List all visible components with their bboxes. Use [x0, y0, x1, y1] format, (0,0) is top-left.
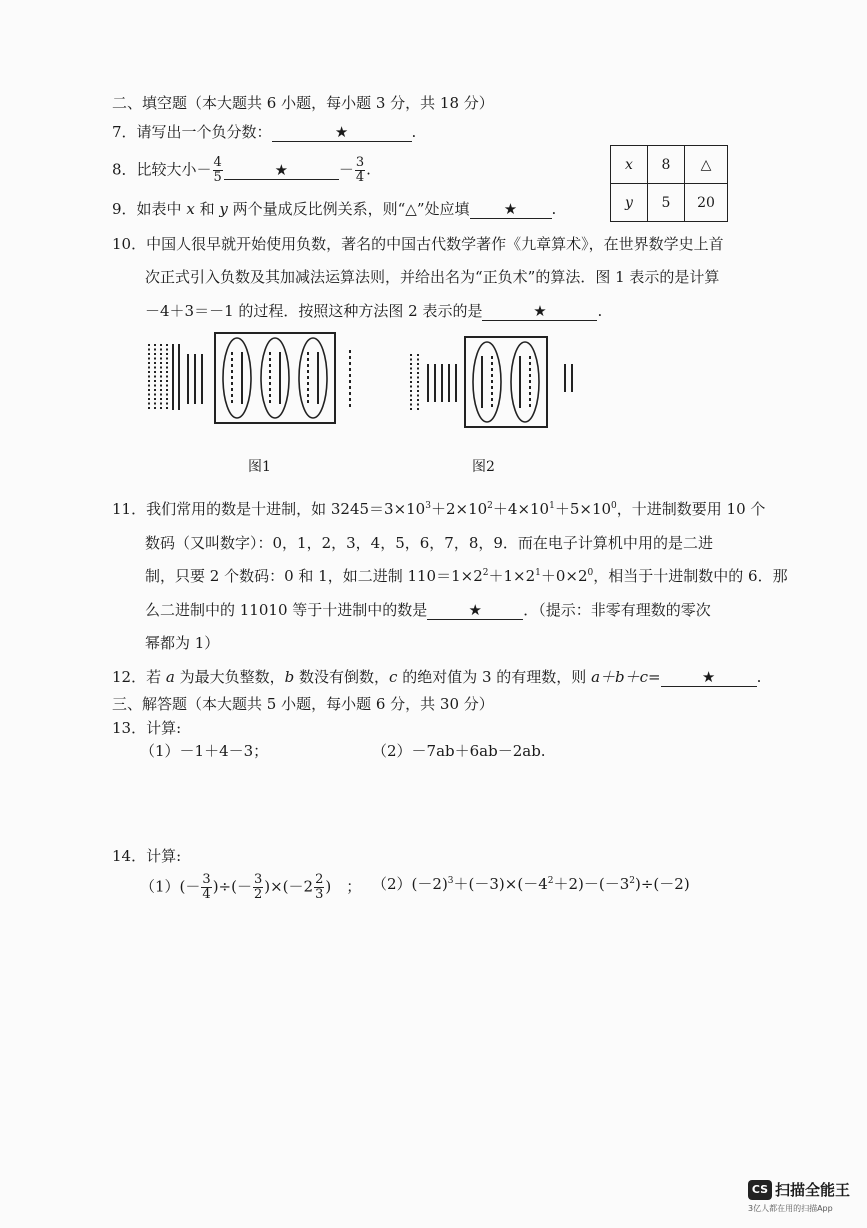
minus-sign: －	[338, 160, 354, 179]
question-9-rest: 两个量成反比例关系，则“△”处应填	[232, 200, 470, 218]
question-8-text: 8．比较大小－	[112, 160, 212, 179]
text: ＋1×2	[488, 567, 536, 585]
denominator: 3	[315, 887, 324, 902]
answer-blank-8[interactable]	[224, 161, 339, 180]
question-10-line-3	[145, 301, 602, 321]
cs-logo-icon: CS	[748, 1180, 772, 1200]
text: 的绝对值为 3 的有理数，则	[402, 668, 587, 686]
question-10-line-1: 10．中国人很早就开始使用负数，著名的中国古代数学著作《九章算术》，在世界数学史上首	[112, 235, 724, 253]
question-9-text: 9．如表中	[112, 200, 182, 218]
denominator: 5	[213, 170, 222, 185]
question-14-title: 14．计算:	[112, 847, 182, 865]
denominator: 4	[202, 887, 211, 902]
var-b: b	[284, 668, 295, 686]
text: 12．若	[112, 668, 162, 686]
text: ＋2)－(－3	[553, 875, 630, 893]
fraction	[253, 873, 263, 902]
text: ＋2×10	[430, 500, 488, 518]
exponent: 0	[611, 501, 617, 511]
exponent: 2	[487, 501, 493, 511]
figure-2-counting-rods	[398, 330, 588, 430]
question-12	[112, 667, 761, 687]
numerator: 4	[213, 155, 222, 170]
numerator: 3	[253, 872, 263, 887]
text: ＋0×2	[540, 567, 588, 585]
text: ，十进制数要用 10 个	[616, 500, 766, 518]
fraction-4-5	[213, 156, 223, 185]
question-14-part-1	[140, 873, 361, 902]
numerator: 2	[315, 872, 324, 887]
question-10-line-2: 次正式引入负数及其加减法运算法则，并给出名为“正负术”的算法．图 1 表示的是计算	[145, 268, 720, 286]
exponent: 1	[535, 568, 541, 578]
period: .	[756, 668, 762, 686]
text: )÷(－	[212, 877, 252, 896]
period: .	[551, 200, 557, 218]
figure-2-caption: 图2	[472, 459, 495, 475]
table-cell: x	[611, 146, 648, 184]
triangle-icon: △	[685, 146, 728, 184]
question-7-text: 7．请写出一个负分数：	[112, 123, 272, 141]
text: （1）(－	[140, 877, 201, 896]
answer-blank-11[interactable]	[427, 601, 523, 620]
text: （2）(－2)	[372, 875, 448, 893]
text: ，相当于十进制数中的 6．那	[593, 567, 788, 585]
period: .	[366, 160, 371, 179]
question-13-title: 13．计算:	[112, 719, 182, 737]
question-11-line-3	[145, 566, 788, 586]
answer-blank-12[interactable]	[661, 668, 757, 687]
and-text: 和	[199, 200, 215, 218]
text: 制，只要 2 个数码：0 和 1，如二进制 110＝1×2	[145, 567, 483, 585]
period: .	[597, 302, 603, 320]
expression: a＋b＋c=	[591, 668, 661, 686]
answer-blank-10[interactable]	[482, 302, 597, 321]
logo-tagline: 3亿人都在用的扫描App	[748, 1204, 833, 1213]
question-14-part-2	[372, 874, 690, 894]
answer-blank-7[interactable]	[272, 123, 412, 142]
text: 11．我们常用的数是十进制，如 3245＝3×10	[112, 500, 426, 518]
text: ＋5×10	[554, 500, 612, 518]
var-a: a	[165, 668, 175, 686]
exponent: 2	[547, 876, 554, 886]
denominator: 2	[253, 887, 263, 902]
question-7	[112, 122, 416, 142]
var-c: c	[389, 668, 398, 686]
text: ．（提示：非零有理数的零次	[523, 601, 711, 619]
text: )÷(－2)	[635, 875, 690, 893]
table-row	[611, 184, 728, 222]
star-icon: ★	[503, 200, 518, 218]
section-3-heading: 三、解答题（本大题共 5 小题，每小题 6 分，共 30 分）	[112, 695, 494, 713]
exponent: 3	[447, 876, 454, 886]
exponent: 0	[587, 568, 594, 578]
text: ) ；	[325, 877, 362, 896]
answer-blank-9[interactable]	[470, 200, 552, 219]
star-icon: ★	[533, 302, 547, 320]
exponent: 2	[482, 568, 489, 578]
var-y: y	[219, 200, 228, 218]
section-2-heading: 二、填空题（本大题共 6 小题，每小题 3 分，共 18 分）	[112, 94, 494, 112]
question-11-line-5: 幂都为 1）	[145, 634, 220, 652]
logo-name: 扫描全能王	[775, 1181, 851, 1199]
table-cell: 8	[648, 146, 685, 184]
inverse-proportion-table	[610, 145, 728, 222]
table-cell: 5	[648, 184, 685, 222]
numerator: 3	[355, 155, 365, 170]
star-icon: ★	[701, 668, 716, 686]
text: )×(－2	[264, 877, 314, 896]
question-9	[112, 199, 556, 219]
text: 么二进制中的 11010 等于十进制中的数是	[145, 601, 428, 619]
fraction	[201, 873, 211, 902]
question-11-line-4	[145, 600, 711, 620]
question-13-part-2: （2）－7ab＋6ab－2ab.	[372, 742, 546, 760]
text: 数没有倒数，	[299, 668, 390, 686]
question-13-part-1: （1）－1＋4－3；	[140, 742, 269, 760]
question-8	[112, 156, 371, 185]
exponent: 3	[425, 501, 431, 511]
var-x: x	[186, 200, 195, 218]
text: 为最大负整数，	[179, 668, 285, 686]
denominator: 4	[355, 170, 365, 185]
fraction-3-4	[355, 156, 365, 185]
question-11-line-2: 数码（又叫数字）：0，1，2，3，4，5，6，7，8，9．而在电子计算机中用的是二进	[145, 534, 713, 552]
text: ＋4×10	[492, 500, 550, 518]
figure-1-caption: 图1	[248, 459, 271, 475]
table-cell: 20	[685, 184, 728, 222]
question-10-line-3-text: －4＋3＝－1 的过程．按照这种方法图 2 表示的是	[145, 302, 483, 320]
table-cell: y	[611, 184, 648, 222]
text: ＋(－3)×(－4	[453, 875, 548, 893]
numerator: 3	[202, 872, 211, 887]
period: .	[411, 123, 417, 141]
figure-1-counting-rods	[140, 330, 370, 430]
fraction	[314, 873, 324, 902]
exponent: 1	[549, 501, 555, 511]
star-icon: ★	[468, 601, 482, 619]
table-row	[611, 146, 728, 184]
question-11-line-1	[112, 499, 765, 519]
star-icon: ★	[334, 123, 349, 141]
camscanner-logo	[748, 1179, 850, 1200]
exponent: 2	[629, 876, 636, 886]
star-icon: ★	[274, 160, 289, 179]
